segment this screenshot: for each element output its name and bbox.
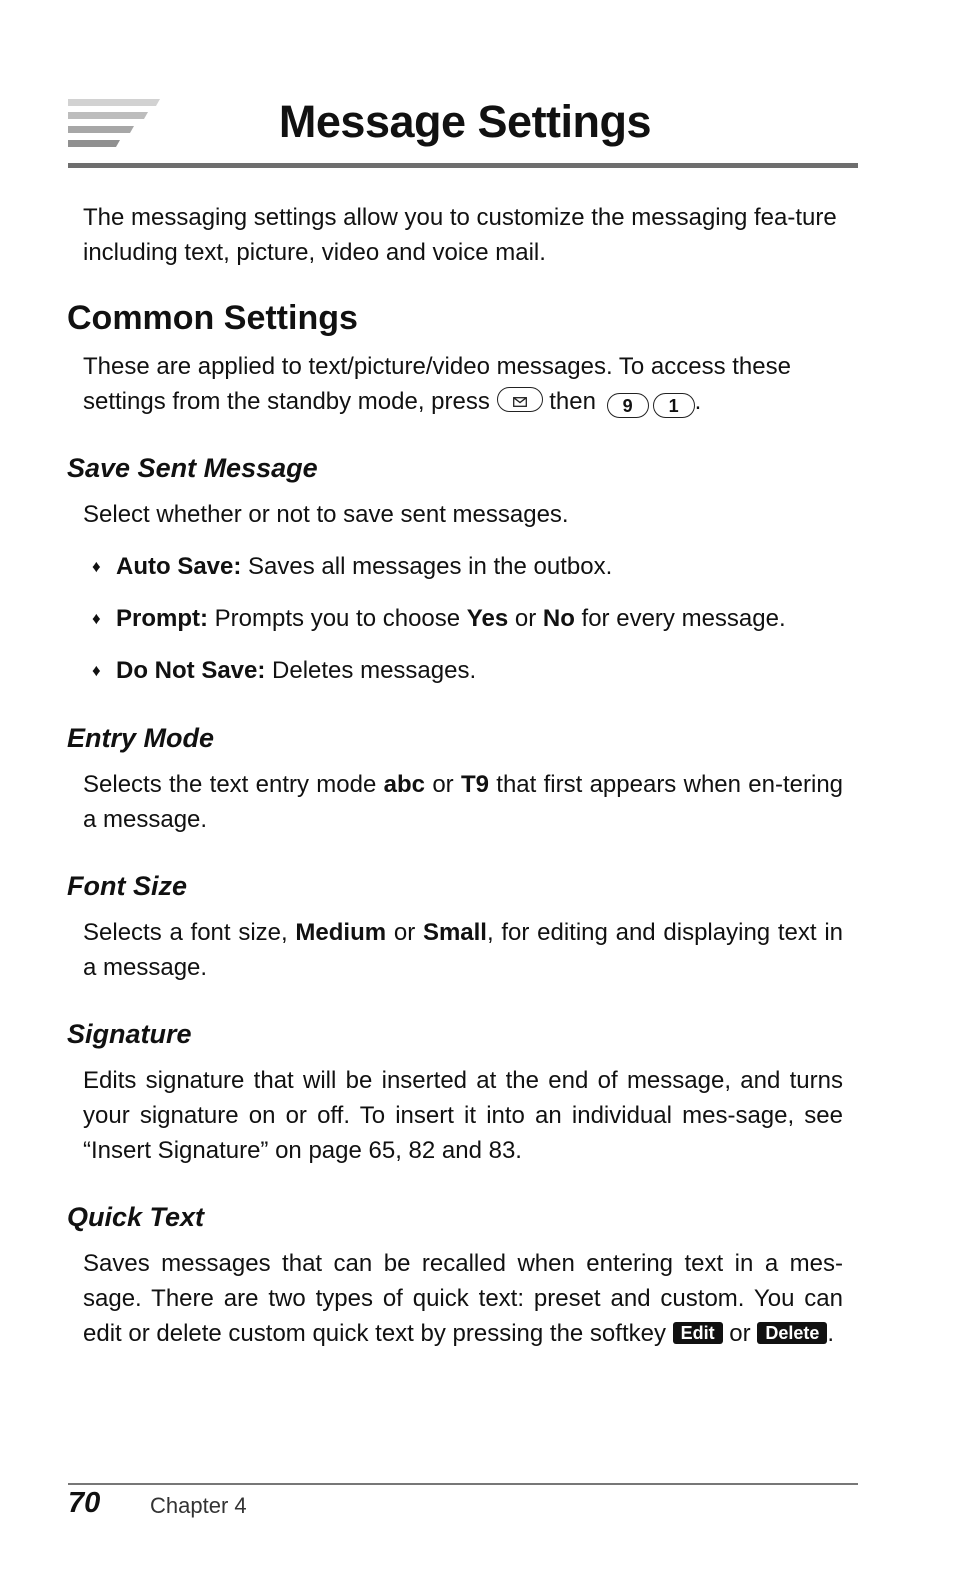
text: . (827, 1320, 835, 1347)
delete-softkey: Delete (757, 1322, 827, 1344)
chapter-label: Chapter 4 (150, 1493, 247, 1518)
footer-divider (68, 1483, 858, 1485)
text: Selects a font size, (83, 919, 296, 946)
page-title: Message Settings (278, 96, 652, 147)
small-term: Small (422, 919, 487, 946)
entry-mode-heading: Entry Mode (67, 723, 215, 753)
text: that first appears when en-tering a message. (83, 771, 844, 833)
text: or (386, 919, 423, 946)
quick-text-heading: Quick Text (67, 1202, 205, 1232)
save-sent-heading: Save Sent Message (67, 453, 318, 483)
option-text: Prompts you to choose (208, 605, 467, 632)
intro-paragraph: The messaging settings allow you to customize the messaging fea-ture including text, picture, video and voice mail. (83, 204, 837, 266)
then-text: then (549, 388, 596, 415)
common-settings-paragraph (83, 349, 843, 419)
or-text: or (508, 605, 543, 632)
header-stripes-icon (68, 99, 168, 159)
diamond-icon: ♦ (92, 609, 101, 628)
option-label: Do Not Save: (116, 657, 266, 684)
key-9: 9 (607, 393, 649, 418)
option-auto-save (92, 549, 786, 601)
text: or (722, 1320, 758, 1347)
option-text: Saves all messages in the outbox. (241, 553, 613, 580)
page-number: 70 (68, 1487, 101, 1519)
text: or (425, 771, 461, 798)
common-line-1: These are applied to text/picture/video messages. To access these (83, 353, 791, 380)
common-settings-heading: Common Settings (67, 299, 358, 337)
font-size-paragraph (83, 915, 843, 985)
save-sent-description: Select whether or not to save sent messages. (83, 501, 569, 528)
entry-mode-paragraph (83, 767, 843, 837)
option-text: Deletes messages. (265, 657, 477, 684)
option-label: Auto Save: (116, 553, 242, 580)
option-do-not-save (92, 653, 786, 705)
edit-softkey: Edit (673, 1322, 723, 1344)
envelope-icon (513, 397, 527, 407)
medium-term: Medium (295, 919, 387, 946)
period: . (694, 388, 702, 415)
font-size-heading: Font Size (67, 871, 187, 901)
text: Selects the text entry mode (83, 771, 384, 798)
text: , for editing and displaying text in a message. (83, 919, 843, 981)
save-sent-options (92, 549, 786, 705)
option-prompt (92, 601, 786, 653)
no-term: No (542, 605, 575, 632)
title-divider (68, 163, 858, 168)
diamond-icon: ♦ (92, 557, 101, 576)
key-1: 1 (653, 393, 695, 418)
option-label: Prompt: (116, 605, 208, 632)
common-line-2: settings from the standby mode, press (83, 388, 490, 415)
quick-text-paragraph (83, 1246, 843, 1351)
abc-term: abc (383, 771, 426, 798)
message-key (497, 387, 543, 412)
text: Saves messages that can be recalled when entering text in a mes-sage. There are two types of quick text: preset and custom. You can edit or delete custom quick text by pressing the softkey (83, 1250, 843, 1347)
diamond-icon: ♦ (92, 661, 101, 680)
yes-term: Yes (466, 605, 509, 632)
signature-heading: Signature (67, 1019, 192, 1049)
option-text: for every message. (574, 605, 786, 632)
t9-term: T9 (460, 771, 489, 798)
signature-paragraph: Edits signature that will be inserted at the end of message, and turns your signature on or off. To insert it into an individual mes-sage, see “Insert Signature” on page 65, 82 and 83. (83, 1067, 843, 1164)
